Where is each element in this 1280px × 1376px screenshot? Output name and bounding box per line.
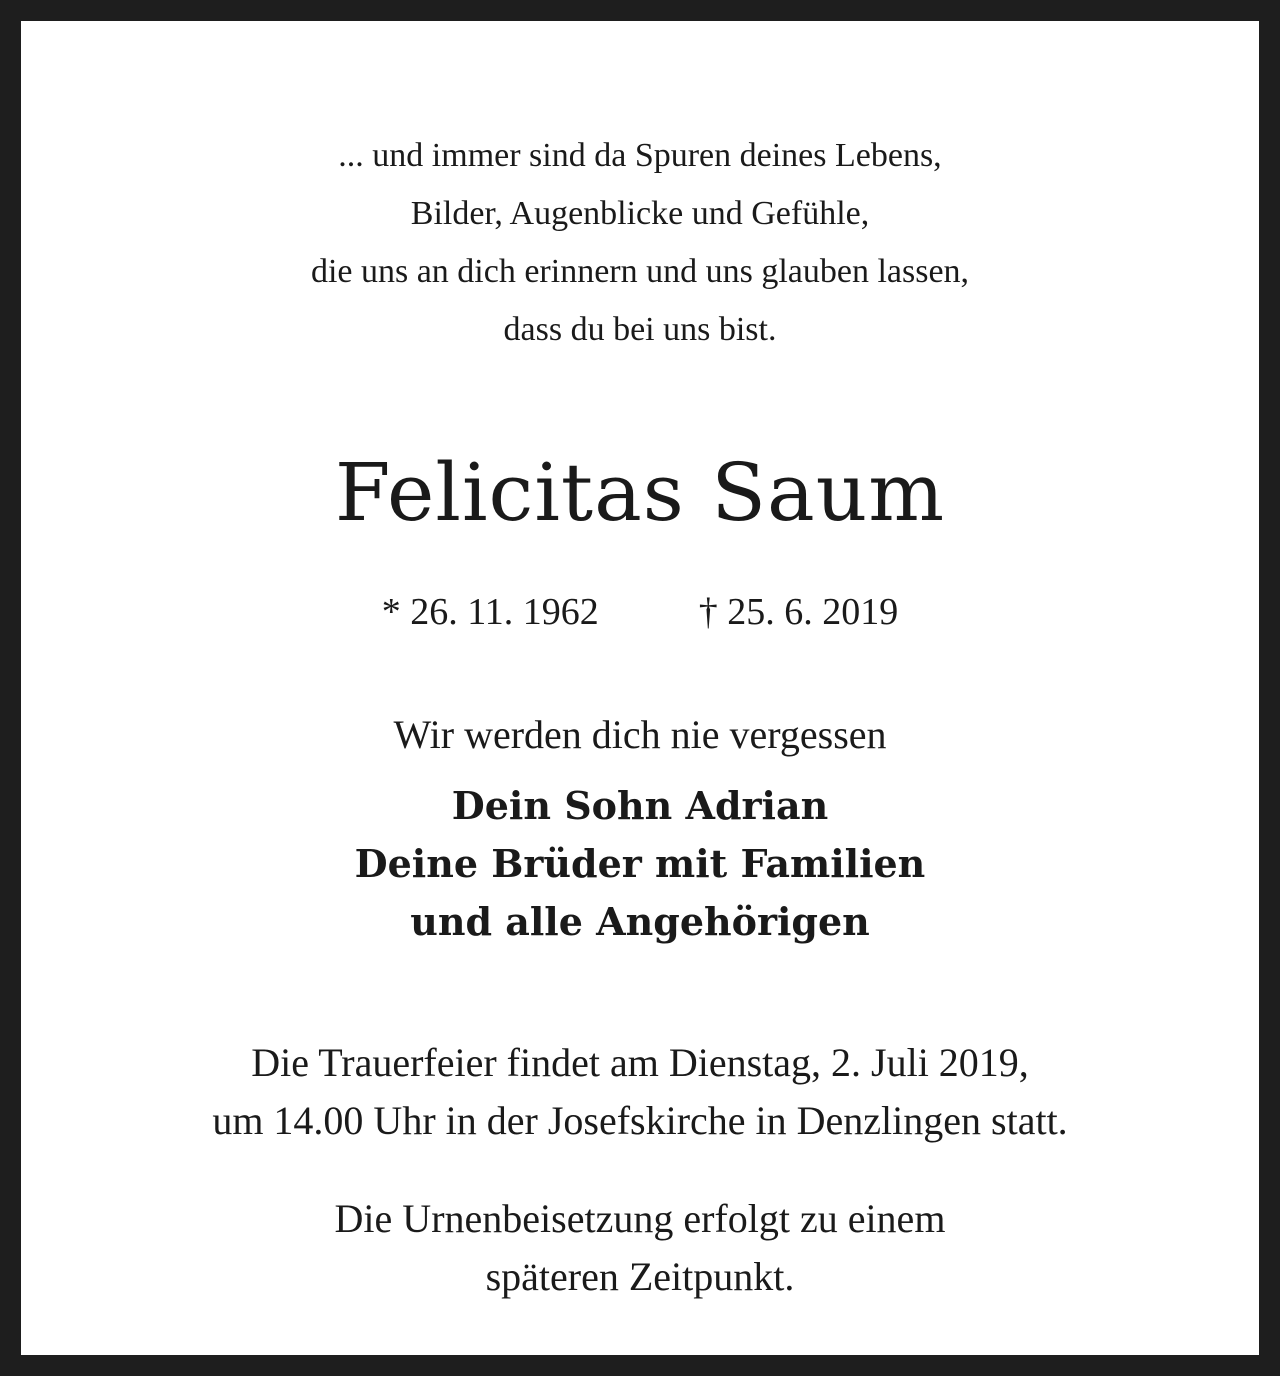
mourner-line: Dein Sohn Adrian [451, 783, 829, 828]
death-date: † 25. 6. 2019 [698, 591, 899, 633]
life-dates [21, 593, 1259, 631]
burial-line: späteren Zeitpunkt. [485, 1254, 795, 1299]
birth-date: * 26. 11. 1962 [381, 591, 599, 633]
poem-line: die uns an dich erinnern und uns glauben lassen, [310, 253, 970, 290]
poem-line: dass du bei uns bist. [503, 311, 777, 348]
mourner-line: Deine Brüder mit Familien [354, 841, 926, 886]
deceased-name: Felicitas Saum [334, 446, 946, 539]
poem-line: Bilder, Augenblicke und Gefühle, [410, 195, 870, 232]
poem-line: ... und immer sind da Spuren deines Lebens, [338, 137, 942, 174]
mourner-line: und alle Angehörigen [410, 899, 870, 944]
burial-line: Die Urnenbeisetzung erfolgt zu einem [334, 1196, 946, 1241]
ceremony-line: um 14.00 Uhr in der Josefskirche in Denzlingen statt. [212, 1098, 1068, 1143]
motto-text: Wir werden dich nie vergessen [393, 712, 887, 757]
ceremony-line: Die Trauerfeier findet am Dienstag, 2. Juli 2019, [251, 1040, 1029, 1085]
